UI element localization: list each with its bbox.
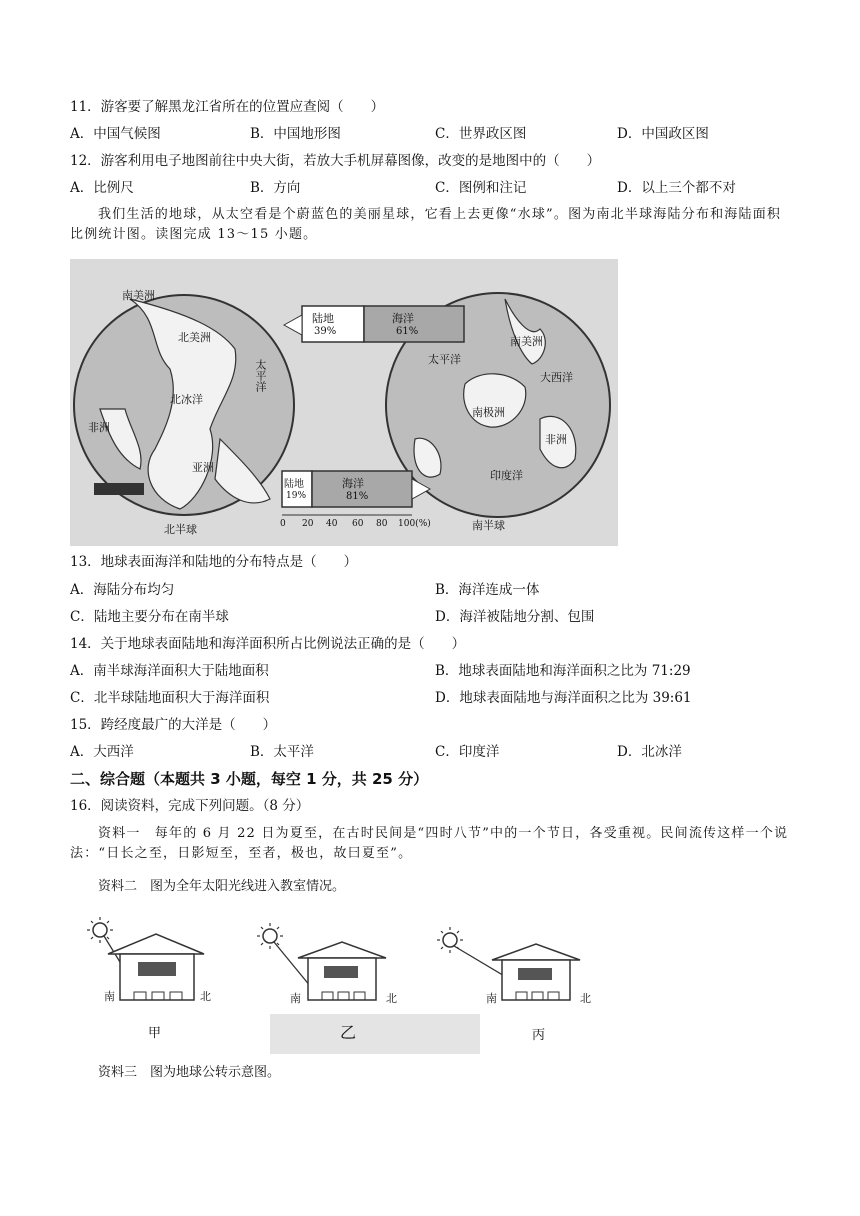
south-bar-ocean-pct: 81%: [346, 491, 369, 502]
south-bar-land-pct: 19%: [286, 491, 307, 501]
south-bar-land-label: 陆地: [284, 479, 304, 490]
house-jia-caption: 甲: [148, 1026, 162, 1041]
q11-option-c: C．世界政区图: [435, 126, 527, 142]
house-roof: [298, 942, 386, 958]
south-label-antarctica: 南极洲: [472, 406, 505, 419]
north-bar-ocean-pct: 61%: [396, 326, 419, 337]
blackboard: [518, 968, 552, 980]
axis-tick-20: 20: [302, 519, 314, 529]
blackboard: [324, 966, 358, 978]
north-bar-land-label: 陆地: [312, 312, 334, 325]
south-label-pacific: 太平洋: [428, 353, 461, 366]
q14-stem: 14．关于地球表面陆地和海洋面积所占比例说法正确的是（ ）: [70, 636, 466, 652]
house-yi-caption: 乙: [340, 1023, 357, 1042]
house-jia-north: 北: [200, 990, 211, 1003]
south-label-atlantic: 大西洋: [540, 371, 573, 384]
south-label-africa: 非洲: [545, 433, 567, 446]
house-jia-south: 南: [104, 990, 115, 1003]
north-label-asia: 亚洲: [192, 461, 214, 474]
q16-stem: 16．阅读资料，完成下列问题。（8 分）: [70, 798, 310, 814]
q14-option-b: B．地球表面陆地和海洋面积之比为 71:29: [435, 663, 691, 679]
house-yi: [257, 923, 386, 1000]
house-yi-north: 北: [386, 992, 397, 1005]
q14-option-d: D．地球表面陆地与海洋面积之比为 39:61: [435, 690, 692, 706]
south-label-indian-ocean: 印度洋: [490, 469, 523, 482]
intro-paragraph: 我们生活的地球，从太空看是个蔚蓝色的美丽星球，它看上去更像“水球”。图为南北半球海陆分布和海陆面积比例统计图。读图完成 13～15 小题。: [70, 207, 782, 242]
north-caption: 北半球: [164, 523, 197, 536]
north-bar-ocean-label: 海洋: [392, 312, 414, 325]
q11-option-d: D．中国政区图: [617, 126, 709, 142]
house-bing-caption: 丙: [532, 1028, 546, 1043]
north-caption-bar: [94, 483, 144, 495]
q13-option-d: D．海洋被陆地分割、包围: [435, 609, 595, 625]
q14-option-a: A．南半球海洋面积大于陆地面积: [70, 663, 269, 679]
q11-option-b: B．中国地形图: [250, 126, 341, 142]
caption-noise-band: [270, 1014, 480, 1054]
house-wall: [120, 954, 194, 1000]
q12-option-c: C．图例和注记: [435, 180, 527, 196]
q13-stem: 13．地球表面海洋和陆地的分布特点是（ ）: [70, 554, 358, 570]
north-label-pacific: 太平洋: [254, 359, 267, 392]
sun-icon: [443, 933, 457, 947]
axis-tick-60: 60: [352, 519, 364, 529]
house-bing-south: 南: [486, 992, 497, 1005]
q15-option-a: A．大西洋: [70, 744, 134, 760]
house-wall: [308, 958, 376, 1000]
north-label-south-america: 南美洲: [122, 289, 155, 302]
q12-option-a: A．比例尺: [70, 180, 134, 196]
sun-icon: [263, 929, 277, 943]
q16-material-3: 资料三 图为地球公转示意图。: [98, 1065, 281, 1080]
q11-option-a: A．中国气候图: [70, 126, 161, 142]
q13-option-c: C．陆地主要分布在南半球: [70, 609, 229, 625]
q14-option-c: C．北半球陆地面积大于海洋面积: [70, 690, 270, 706]
q16-material-1: 资料一 每年的 6 月 22 日为夏至，在古时民间是“四时八节”中的一个节日，各受重视。民间流传这样一个说法：“日长之至，日影短至，至者，极也，故曰夏至”。: [70, 826, 789, 861]
q15-stem: 15．跨经度最广的大洋是（ ）: [70, 717, 277, 733]
sun-icon: [93, 923, 107, 937]
house-bing-north: 北: [580, 992, 591, 1005]
q16-material-2: 资料二 图为全年太阳光线进入教室情况。: [98, 879, 346, 894]
south-caption: 南半球: [472, 519, 505, 532]
south-bar-ocean-label: 海洋: [342, 477, 364, 490]
axis-tick-40: 40: [326, 519, 338, 529]
q12-stem: 12．游客利用电子地图前往中央大街，若放大手机屏幕图像，改变的是地图中的（ ）: [70, 153, 601, 169]
north-bar-land-pct: 39%: [314, 326, 337, 337]
south-label-south-america: 南美洲: [510, 335, 543, 348]
axis-tick-100: 100(%): [398, 519, 431, 529]
north-label-arctic-ocean: 北冰洋: [170, 393, 203, 406]
q11-stem: 11．游客要了解黑龙江省所在的位置应查阅（ ）: [70, 99, 385, 115]
q13-option-b: B．海洋连成一体: [435, 582, 540, 598]
house-roof: [108, 934, 204, 954]
q12-option-b: B．方向: [250, 180, 301, 196]
section-2-title: 二、综合题（本题共 3 小题，每空 1 分，共 25 分）: [70, 770, 429, 788]
north-label-north-america: 北美洲: [178, 331, 211, 344]
q15-option-c: C．印度洋: [435, 744, 500, 760]
q13-option-a: A．海陆分布均匀: [70, 582, 175, 598]
houses-figure: [80, 914, 600, 1054]
house-bing: [437, 927, 580, 1000]
q15-option-d: D．北冰洋: [617, 744, 682, 760]
q15-option-b: B．太平洋: [250, 744, 314, 760]
house-roof: [492, 944, 580, 960]
north-label-africa: 非洲: [88, 421, 110, 434]
hemisphere-figure: [70, 259, 618, 546]
blackboard: [138, 962, 176, 976]
house-yi-south: 南: [290, 992, 301, 1005]
axis-tick-80: 80: [376, 519, 388, 529]
axis-tick-0: 0: [280, 519, 286, 529]
q12-option-d: D．以上三个都不对: [617, 180, 736, 196]
